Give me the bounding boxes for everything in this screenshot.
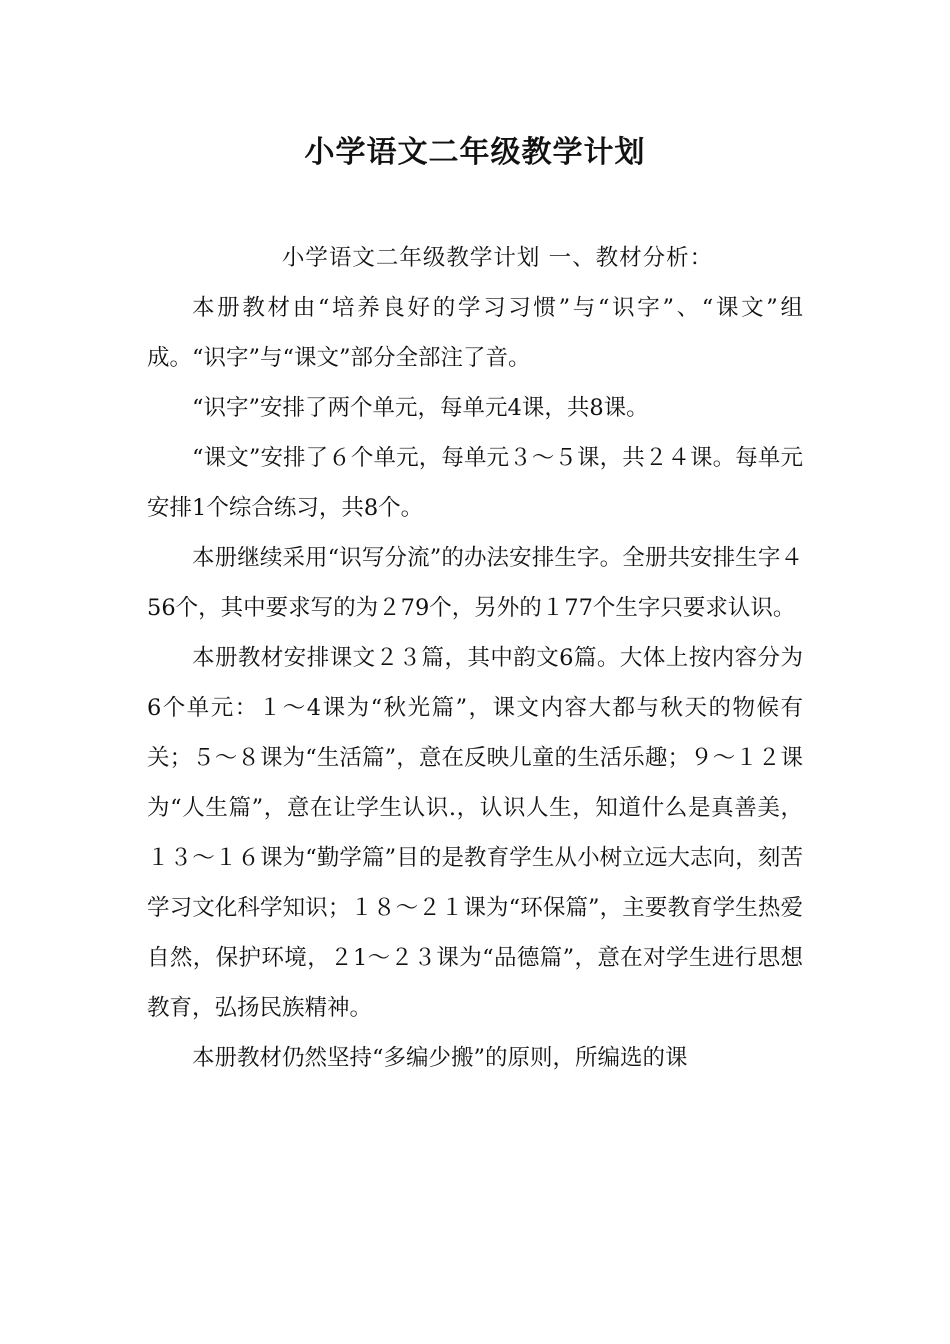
document-body xyxy=(147,233,803,1083)
paragraph-unit-themes: 本册教材安排课文２３篇，其中韵文6篇。大体上按内容分为6个单元：１～4课为“秋光篇”，课文内容大都与秋天的物候有关；５～８课为“生活篇”，意在反映儿童的生活乐趣；９～１２课为“人生篇”，意在让学生认识.，认识人生，知道什么是真善美，１３～１６课为“勤学篇”目的是教育学生从小树立远大志向，刻苦学习文化科学知识；１８～２１课为“环保篇”，主要教育学生热爱自然，保护环境，２1～２３课为“品德篇”，意在对学生进行思想教育，弘扬民族精神。 xyxy=(147,645,803,1021)
paragraph-new-characters: 本册继续采用“识写分流”的办法安排生字。全册共安排生字４56个，其中要求写的为２79个，另外的１77个生字只要求认识。 xyxy=(147,545,803,621)
paragraph-intro-heading: 小学语文二年级教学计划 一、教材分析： xyxy=(281,245,714,271)
document-title: 小学语文二年级教学计划 xyxy=(304,135,646,170)
paragraph-principle: 本册教材仍然坚持“多编少搬”的原则，所编选的课 xyxy=(192,1045,688,1071)
paragraph-text-units: “课文”安排了６个单元，每单元３～５课，共２４课。每单元安排1个综合练习，共8个。 xyxy=(147,445,803,521)
paragraph-textbook-composition: 本册教材由“培养良好的学习习惯”与“识字”、“课文”组成。“识字”与“课文”部分全部注了音。 xyxy=(147,295,803,371)
paragraph-literacy-units: “识字”安排了两个单元，每单元4课，共8课。 xyxy=(192,395,649,421)
